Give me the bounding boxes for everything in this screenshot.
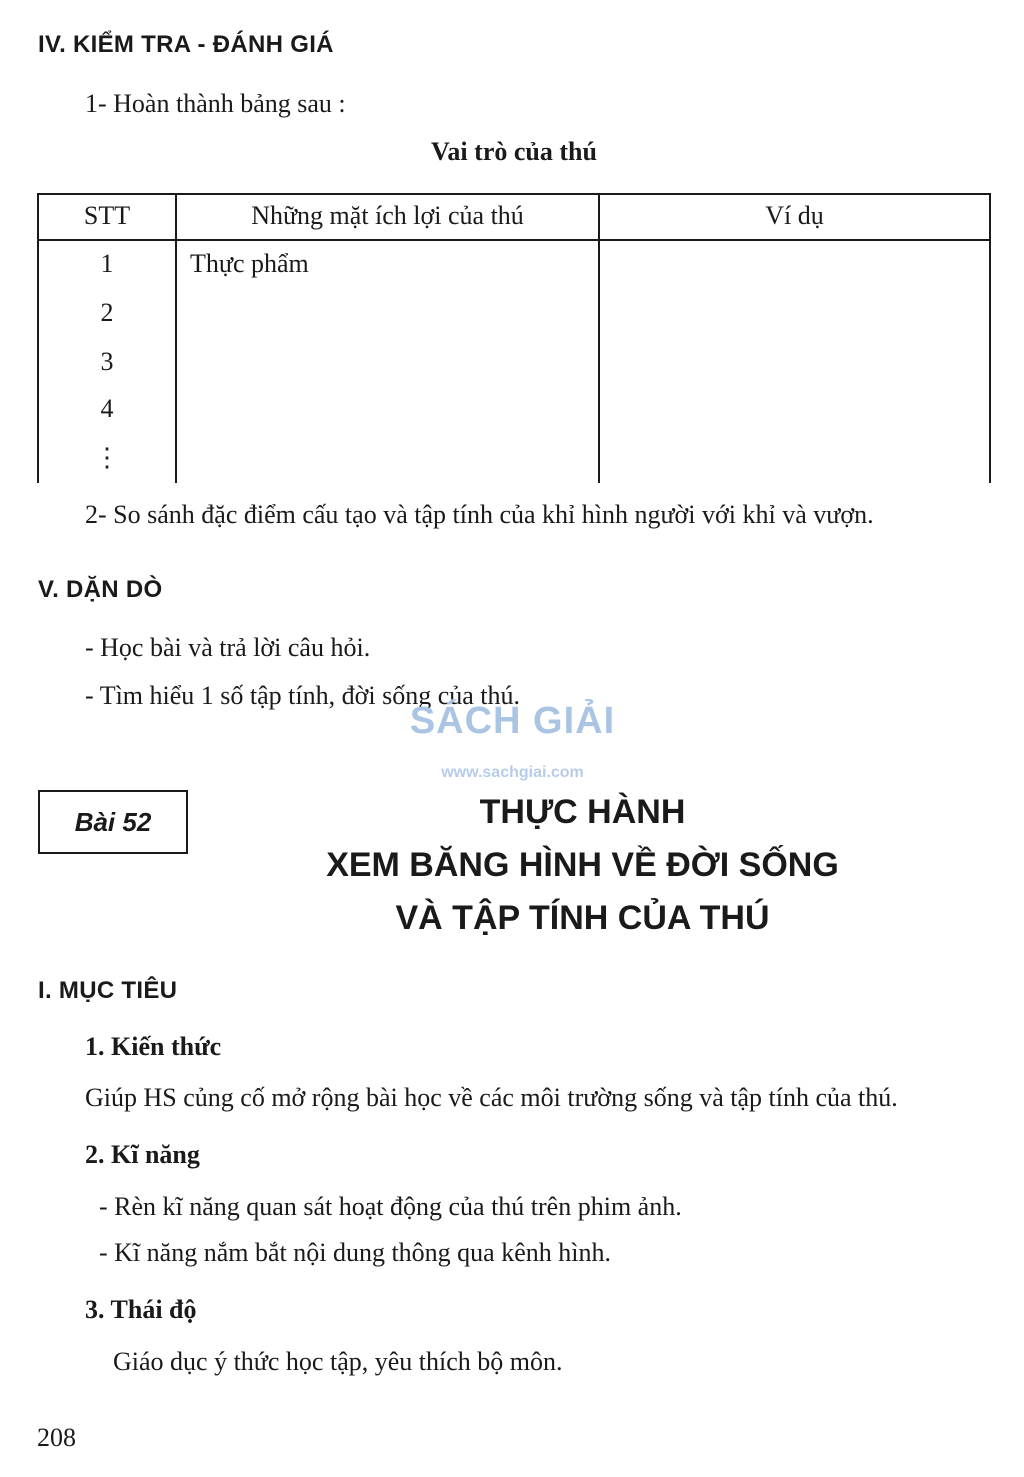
header-benefit: Những mặt ích lợi của thú <box>251 201 524 230</box>
lesson-title <box>300 786 865 945</box>
objectives-heading: I. MỤC TIÊU <box>38 977 178 1004</box>
table-col-divider-2 <box>598 193 600 483</box>
watermark <box>405 700 620 790</box>
row-4-stt: 4 <box>100 394 114 423</box>
lesson-title-line-2: XEM BĂNG HÌNH VỀ ĐỜI SỐNG <box>326 846 839 884</box>
row-3-stt: 3 <box>100 347 114 376</box>
lesson-title-line-1: THỰC HÀNH <box>479 793 686 831</box>
question-1: 1- Hoàn thành bảng sau : <box>85 89 346 118</box>
lesson-title-line-3: VÀ TẬP TÍNH CỦA THÚ <box>395 899 770 937</box>
table-right-border <box>989 193 991 483</box>
instruction-1: - Học bài và trả lời câu hỏi. <box>85 633 371 662</box>
page-number: 208 <box>37 1423 76 1452</box>
table-header-border <box>37 239 991 241</box>
header-example: Ví dụ <box>765 201 824 230</box>
skills-item-2: - Kĩ năng nắm bắt nội dung thông qua kênh hình. <box>99 1238 611 1267</box>
table-col-divider-1 <box>175 193 177 483</box>
section-4-heading: IV. KIỂM TRA - ĐÁNH GIÁ <box>38 31 334 58</box>
roles-table <box>37 193 991 483</box>
instruction-2: - Tìm hiểu 1 số tập tính, đời sống của thú. <box>85 681 521 710</box>
attitude-heading: 3. Thái độ <box>85 1295 197 1324</box>
lesson-label: Bài 52 <box>74 806 152 837</box>
table-left-border <box>37 193 39 483</box>
row-1-stt: 1 <box>100 249 114 278</box>
table-top-border <box>37 193 991 195</box>
watermark-logo: SÁCH GIẢI <box>409 700 616 742</box>
lesson-label-box <box>38 790 188 854</box>
header-stt: STT <box>83 201 131 230</box>
knowledge-heading: 1. Kiến thức <box>85 1032 222 1061</box>
row-2-stt: 2 <box>100 298 114 327</box>
row-1-benefit: Thực phẩm <box>190 249 309 278</box>
question-2: 2- So sánh đặc điểm cấu tạo và tập tính của khỉ hình người với khỉ và vượn. <box>85 500 874 529</box>
row-more-stt: ⋮ <box>94 443 120 472</box>
knowledge-text: Giúp HS củng cố mở rộng bài học về các môi trường sống và tập tính của thú. <box>85 1083 898 1112</box>
attitude-text: Giáo dục ý thức học tập, yêu thích bộ môn. <box>113 1347 563 1376</box>
table-title: Vai trò của thú <box>431 137 597 166</box>
skills-heading: 2. Kĩ năng <box>85 1140 200 1169</box>
skills-item-1: - Rèn kĩ năng quan sát hoạt động của thú trên phim ảnh. <box>99 1192 682 1221</box>
section-5-heading: V. DẶN DÒ <box>38 576 163 603</box>
watermark-url: www.sachgiai.com <box>441 764 584 781</box>
